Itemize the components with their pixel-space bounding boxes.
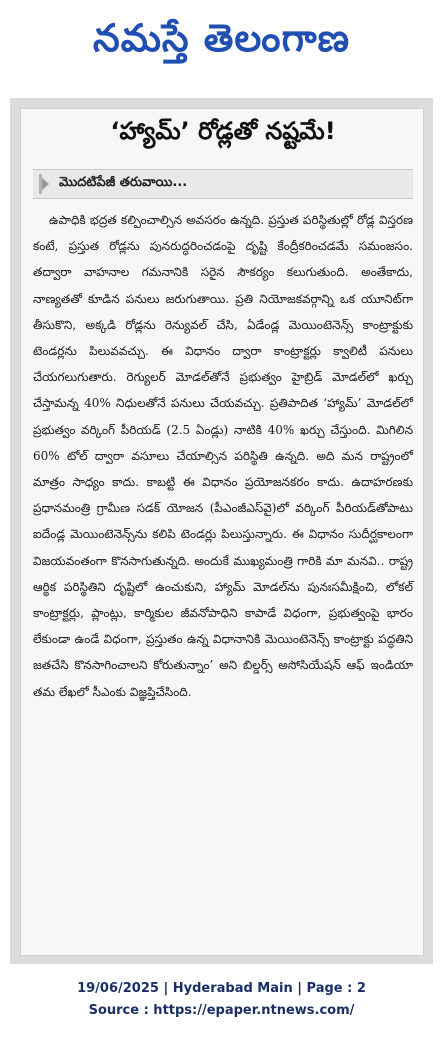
article-headline: ‘హ్యామ్’ రోడ్లతో నష్టమే! xyxy=(110,117,336,145)
newspaper-title: నమస్తే తెలంగాణ xyxy=(93,16,350,60)
continuation-label: మొదటిపేజీ తరువాయి... xyxy=(59,175,188,190)
article-clipping xyxy=(20,108,424,956)
article-body xyxy=(33,207,413,705)
continuation-bar xyxy=(33,169,413,199)
edition-info: 19/06/2025 | Hyderabad Main | Page : 2 xyxy=(77,981,366,996)
masthead xyxy=(0,0,443,86)
source-link[interactable]: Source : https://epaper.ntnews.com/ xyxy=(88,1003,355,1018)
chevron-right-icon xyxy=(39,174,51,194)
article-paragraph: ఉపాధికి భద్రత కల్పించాల్సిన అవసరం ఉన్నది. ప్రస్తుత పరిస్థితుల్లో రోడ్ల విస్తరణ కంటే, ప్రస్తుత రోడ్లను పునరుద్ధరించడంపై దృష్టి కేంద్రీకరించడమే సమంజసం. తద్వారా వాహనాల గమనానికి సరైన సౌకర్యం కలుగుతుంది. అంతేకాదు, నాణ్యతతో కూడిన పనులు జరుగుతాయి. ప్రతి నియోజకవర్గాన్ని ఒక యూనిట్‌గా తీసుకొని, అక్కడి రోడ్లను రెన్యువల్ చేసి, ఏడేండ్ల మెయింటెనెన్స్ కాంట్రాక్టుకు టెండర్లను పిలువవచ్చు. ఈ విధానం ద్వారా కాంట్రాక్టర్లు క్వాలిటీ పనులు చేయగలుగుతారు. రెగ్యులర్ మోడల్‌తోనే ప్రభుత్వం హైబ్రిడ్ మోడల్‌లో ఖర్చు చేస్తామన్న 40% నిధులతోనే పనులు చేయవచ్చు. ప్రతిపాదిత ‘హ్యామ్’ మోడల్‌లో ప్రభుత్వం వర్కింగ్ పీరియడ్ (2.5 ఏండ్లు) నాటికి 40% ఖర్చు చేస్తుంది. మిగిలిన 60% టోల్ ద్వారా వసూలు చేయాల్సిన పరిస్థితి ఉన్నది. అది మన రాష్ట్రంలో మాత్రం సాధ్యం కాదు. కాబట్టి ఈ విధానం ప్రయోజనకరం కాదు. ఉదాహరణకు ప్రధానమంత్రి గ్రామీణ సడక్ యోజన (పీఎంజీఎస్‌వై)లో వర్కింగ్ పీరియడ్‌తోపాటు ఐదేండ్ల మెయింటెనెన్స్‌ను కలిపి టెండర్లు పిలుస్తున్నారు. ఈ విధానం సుదీర్ఘకాలంగా విజయవంతంగా కొనసాగుతున్నది. అందుకే ముఖ్యమంత్రి గారికి మా మనవి.. రాష్ట్ర ఆర్థిక పరిస్థితిని దృష్టిలో ఉంచుకుని, హ్యామ్ మోడల్‌ను పునఃసమీక్షించి, లోకల్ కాంట్రాక్టర్లు, ప్లాంట్లు, కార్మికుల జీవనోపాధిని కాపాడే విధంగా, ప్రభుత్వంపై భారం లేకుండా ఉండే విధంగా, ప్రస్తుతం ఉన్న విధానానికి మెయింటెనెన్స్ కాంట్రాక్టు పద్ధతిని జతచేసి కొనసాగించాలని కోరుతున్నాం’ అని బిల్డర్స్ అసోసియేషన్ ఆఫ్ ఇండియా తమ లేఖలో సీఎంకు విజ్ఞప్తిచేసింది. xyxy=(33,213,413,699)
page-footer xyxy=(0,978,443,1022)
